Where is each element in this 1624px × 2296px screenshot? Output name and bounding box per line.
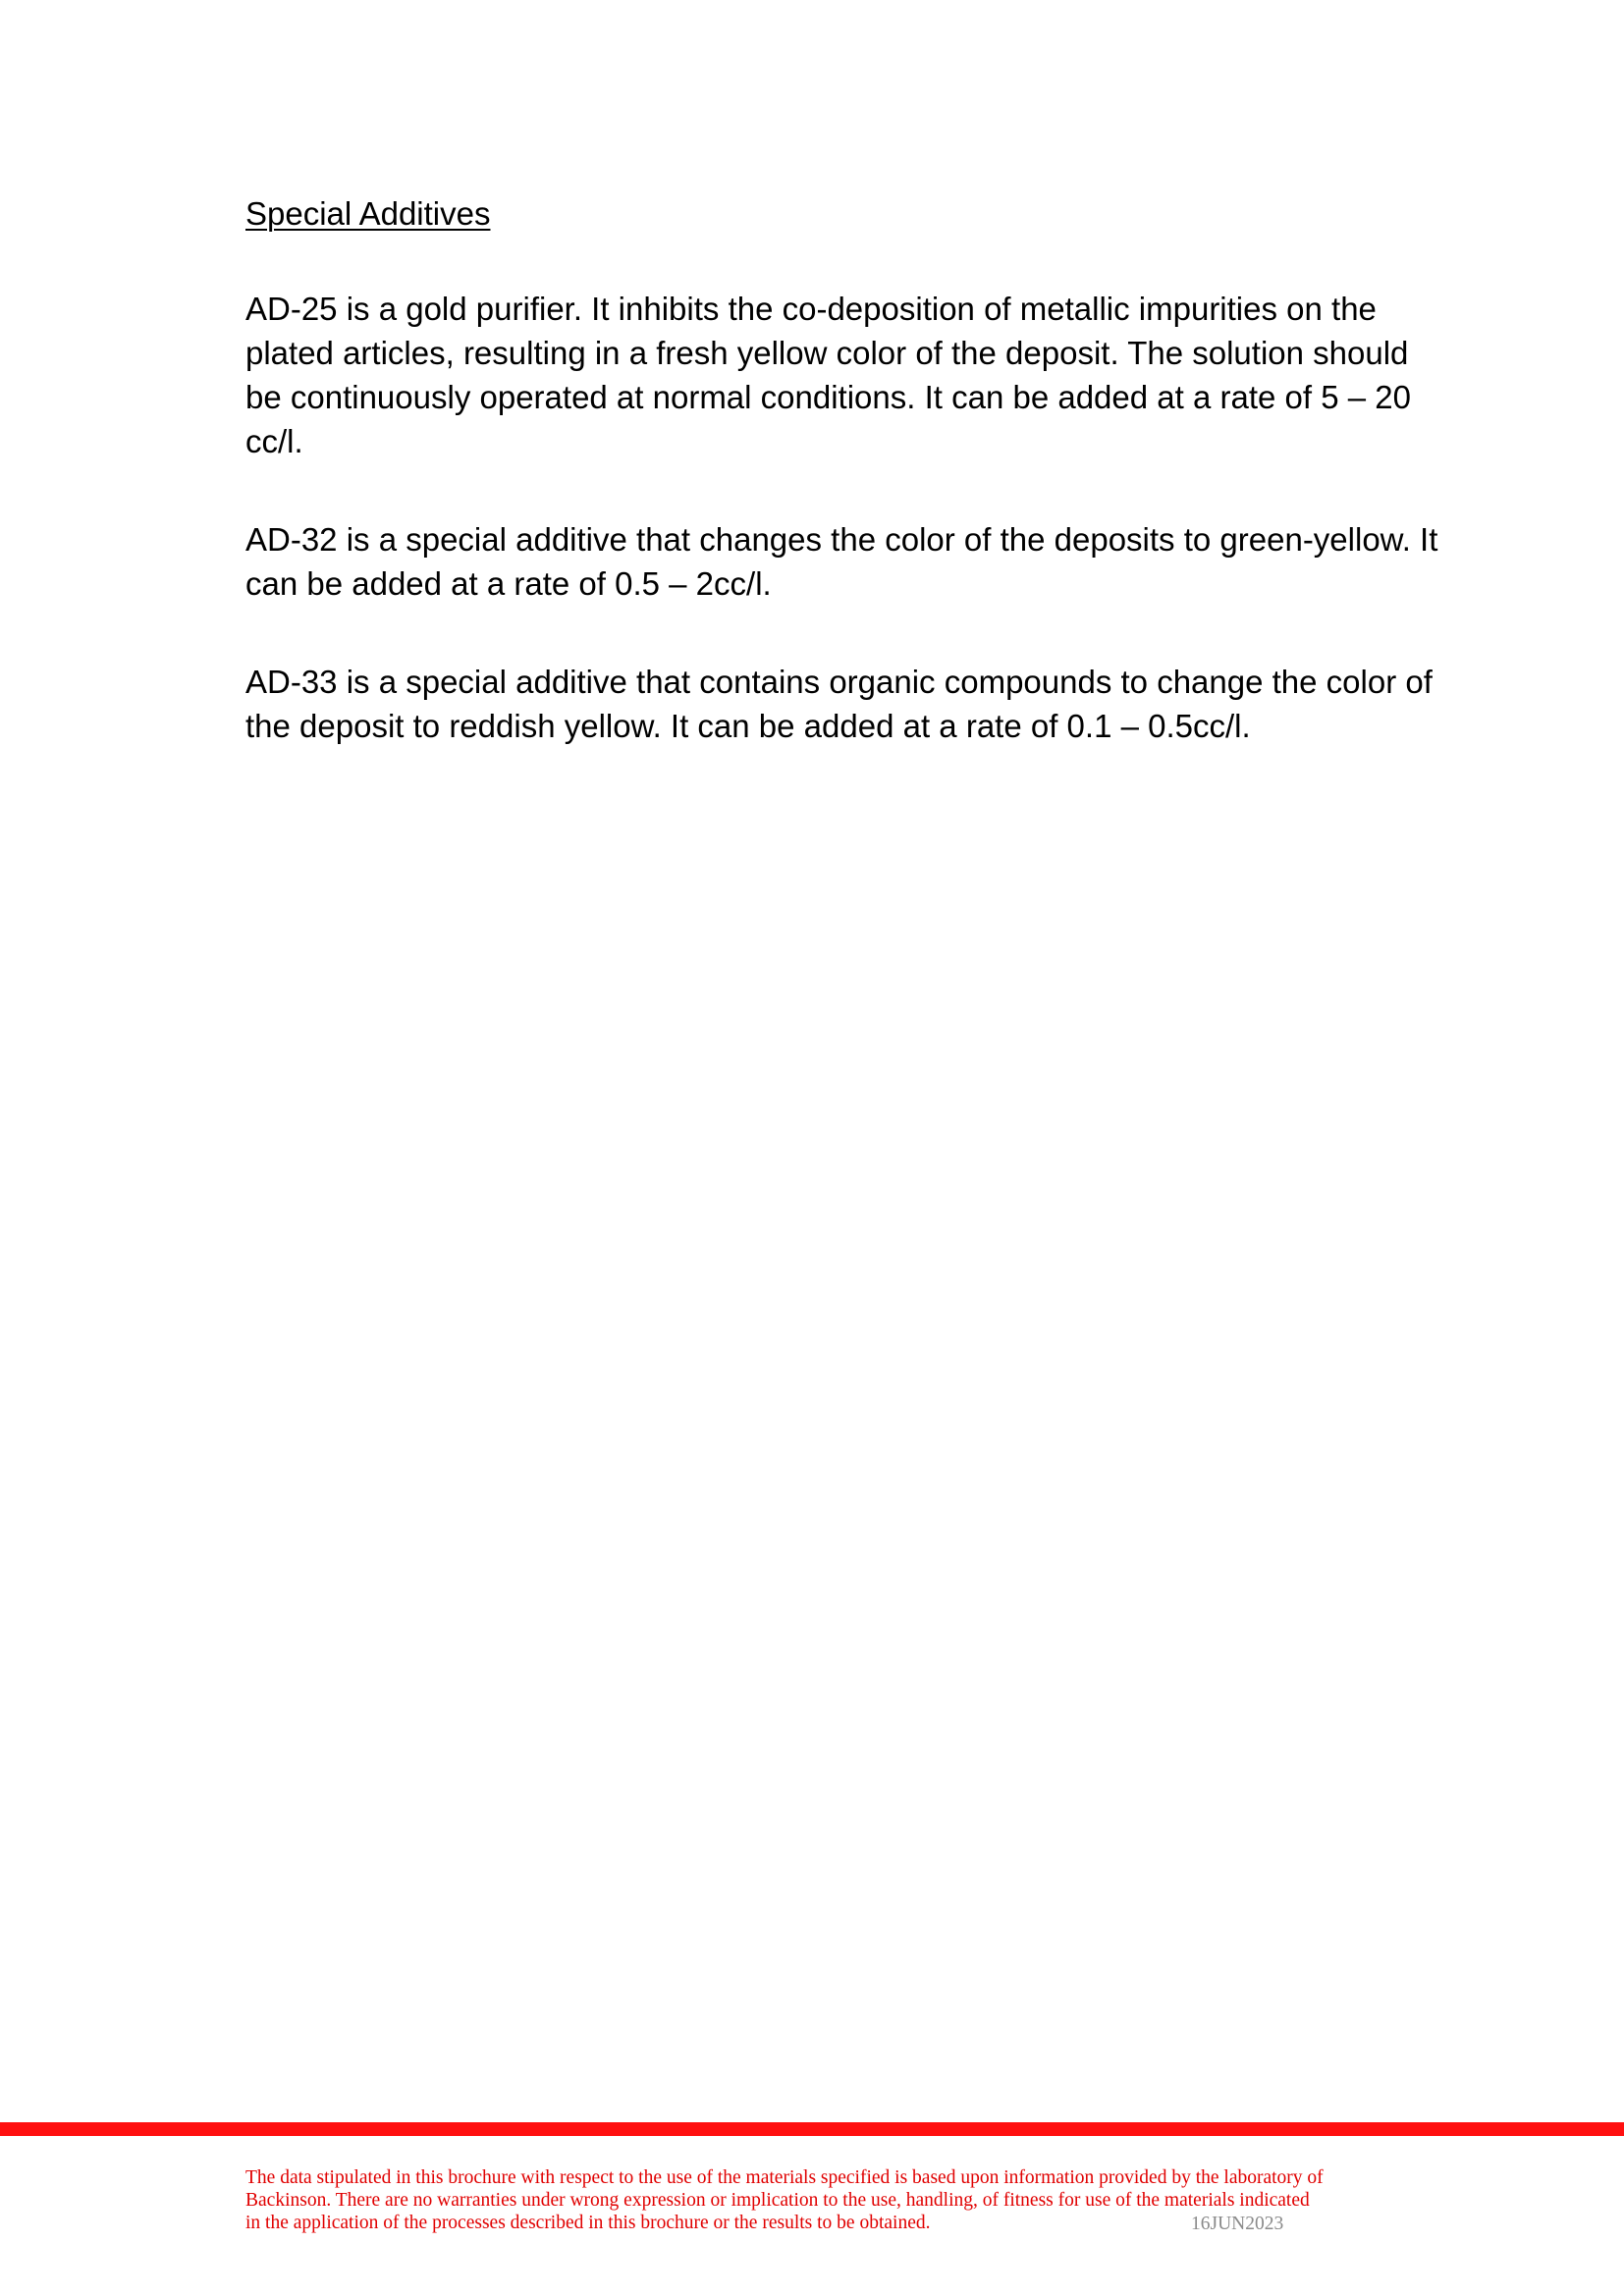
paragraph-ad-25: AD-25 is a gold purifier. It inhibits the co-deposition of metallic impurities on the plated articles, resulting in a fresh yellow color of the deposit. The solution should be continuously operated at normal conditions. It can be added at a rate of 5 – 20 cc/l. [245,291,1411,459]
footer-divider [0,2122,1624,2136]
disclaimer-line: in the application of the processes described in this brochure or the results to be obtained. [245,2213,931,2233]
paragraph-ad-32: AD-32 is a special additive that changes the color of the deposits to green-yellow. It can be added at a rate of 0.5 – 2cc/l. [245,521,1438,602]
paragraph-ad-33: AD-33 is a special additive that contains organic compounds to change the color of the deposit to reddish yellow. It can be added at a rate of 0.1 – 0.5cc/l. [245,664,1433,744]
section-heading: Special Additives [245,195,491,232]
disclaimer-line: Backinson. There are no warranties under wrong expression or implication to the use, handling, of fitness for use of the materials indicated [245,2190,1310,2211]
footer-date: 16JUN2023 [1191,2214,1284,2234]
disclaimer-line: The data stipulated in this brochure with respect to the use of the materials specified is based upon information provided by the laboratory of [245,2167,1324,2188]
page-content [245,192,1443,802]
